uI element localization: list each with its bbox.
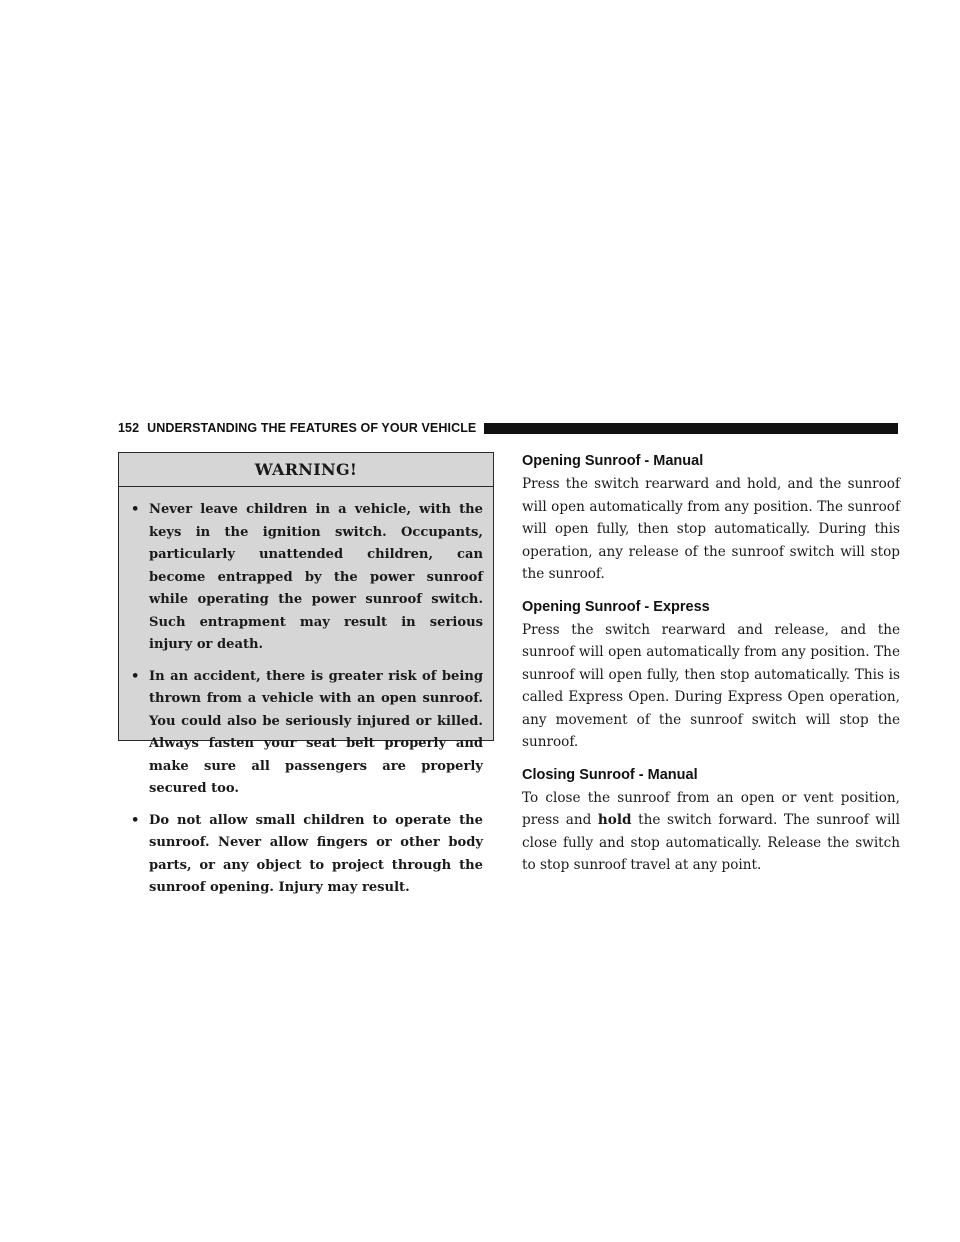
section-paragraph: Press the switch rearward and release, and the sunroof will open automatically from any position. The sunroof will open fully, then stop automatically. This is called Express Open. During Express Open operation, any movement of the sunroof switch will stop the sunroof.: [522, 621, 900, 750]
bullet-icon: •: [131, 812, 140, 828]
warning-box: [118, 452, 494, 895]
warning-list: [119, 487, 493, 900]
paragraph-text: the switch forward. The sunroof will close fully and stop automatically. Release the switch to stop sunroof travel at any point.: [522, 812, 900, 873]
section-heading: Closing Sunroof - Manual: [522, 766, 698, 783]
warning-item-text: In an accident, there is greater risk of being thrown from a vehicle with an open sunroof. You could also be seriously injured or killed. Always fasten your seat belt properly and make sure all passengers are properly secured too.: [149, 668, 483, 796]
right-column: [522, 452, 900, 889]
section-heading: Opening Sunroof - Manual: [522, 453, 704, 469]
warning-item: [131, 810, 483, 900]
emphasis-text: hold: [597, 812, 632, 828]
warning-item-text: Do not allow small children to operate the sunroof. Never allow fingers or other body parts, or any object to project through the sunroof opening. Injury may result.: [149, 812, 483, 895]
warning-item: [131, 499, 483, 657]
paragraph-text: To close the sunroof from an open or vent position, press and: [522, 789, 900, 828]
bullet-icon: •: [131, 668, 140, 684]
warning-title: WARNING!: [119, 453, 493, 487]
page-number: 152: [118, 421, 140, 435]
section-paragraph: [522, 787, 900, 877]
header-rule: [484, 423, 898, 434]
bullet-icon: •: [131, 502, 140, 517]
warning-item: [131, 666, 483, 801]
warning-item-text: Never leave children in a vehicle, with the keys in the ignition switch. Occupants, particularly unattended children, can become entrapped by the power sunroof while operating the power sunroof switch. Such entrapment may result in serious injury or death.: [149, 502, 483, 652]
section-heading: Opening Sunroof - Express: [522, 598, 710, 615]
page-header: [118, 419, 898, 437]
chapter-title: UNDERSTANDING THE FEATURES OF YOUR VEHICLE: [147, 421, 477, 435]
section-paragraph: Press the switch rearward and hold, and the sunroof will open automatically from any position. The sunroof will open fully, then stop automatically. During this operation, any release of the sunroof switch will stop the sunroof.: [522, 476, 900, 582]
